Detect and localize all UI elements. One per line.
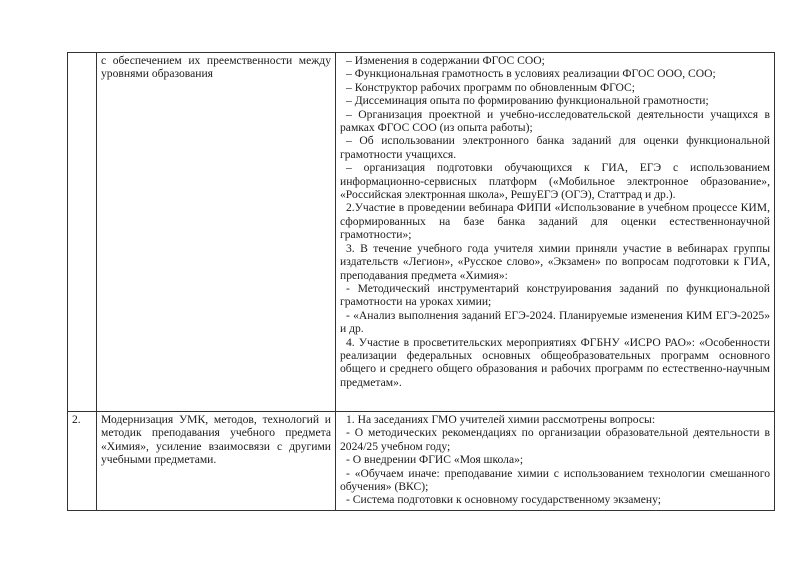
- content-paragraph: – Функциональная грамотность в условиях реализации ФГОС ООО, СОО;: [346, 67, 716, 81]
- content-paragraph: - «Анализ выполнения заданий ЕГЭ-2024. Планируемые изменения КИМ ЕГЭ-2025» и др.: [340, 308, 770, 336]
- task-cell: с обеспечением их преемственности между уровнями образования: [97, 53, 336, 412]
- content-paragraph: 2.Участие в проведении вебинара ФИПИ «Использование в учебном процессе КИМ, сформированных на базе банка заданий для оценки естественнонаучной грамотности»;: [340, 201, 770, 242]
- content-cell: [336, 53, 775, 412]
- content-paragraph: – Об использовании электронного банка заданий для оценки функциональной грамотности учащихся.: [340, 134, 770, 161]
- content-paragraph: 4. Участие в просветительских мероприятиях ФГБНУ «ИСРО РАО»: «Особенности реализации федеральных основных общеобразовательных программ основного общего и среднего общего образования и рабочих программ по естественно-научным предметам».: [340, 335, 770, 389]
- content-paragraph: - О методических рекомендациях по организации образовательной деятельности в 2024/25 учебном году;: [340, 426, 770, 453]
- content-paragraph: - О внедрении ФГИС «Моя школа»;: [346, 453, 524, 467]
- content-paragraph: – Конструктор рабочих программ по обновленным ФГОС;: [346, 80, 635, 94]
- content-paragraph: 1. На заседаниях ГМО учителей химии рассмотрены вопросы:: [346, 413, 656, 426]
- task-cell: Модернизация УМК, методов, технологий и методик преподавания учебного предмета «Химия», усиление взаимосвязи с другими учебными предметами.: [97, 412, 336, 511]
- table-row: [68, 412, 775, 511]
- content-paragraph: - Система подготовки к основному государственному экзамену;: [346, 493, 661, 507]
- content-paragraph: – Диссеминация опыта по формированию функциональной грамотности;: [346, 94, 709, 108]
- plan-table: [67, 52, 775, 511]
- content-paragraph: 3. В течение учебного года учителя химии приняли участие в вебинарах группы издательств «Легион», «Русское слово», «Экзамен» по вопросам подготовки к ГИА, преподавания предмета «Химия»:: [340, 241, 770, 282]
- content-paragraph: - «Обучаем иначе: преподавание химии с использованием технологии смешанного обучения» (ВКС);: [340, 466, 770, 494]
- content-paragraph: – Изменения в содержании ФГОС СОО;: [346, 54, 545, 67]
- content-paragraph: - Методический инструментарий конструирования заданий по функциональной грамотности на уроках химии;: [340, 281, 770, 309]
- content-cell: [336, 412, 775, 511]
- table-row: [68, 53, 775, 412]
- row-number: [68, 53, 97, 412]
- row-number: 2.: [68, 412, 97, 511]
- content-paragraph: – Организация проектной и учебно-исследовательской деятельности учащихся в рамках ФГОС СОО (из опыта работы);: [340, 107, 770, 135]
- content-paragraph: – организация подготовки обучающихся к ГИА, ЕГЭ с использованием информационно-сервисных платформ («Мобильное электронное образование», «Российская электронная школа», РешуЕГЭ (ОГЭ), Статтрад и др.).: [340, 161, 770, 202]
